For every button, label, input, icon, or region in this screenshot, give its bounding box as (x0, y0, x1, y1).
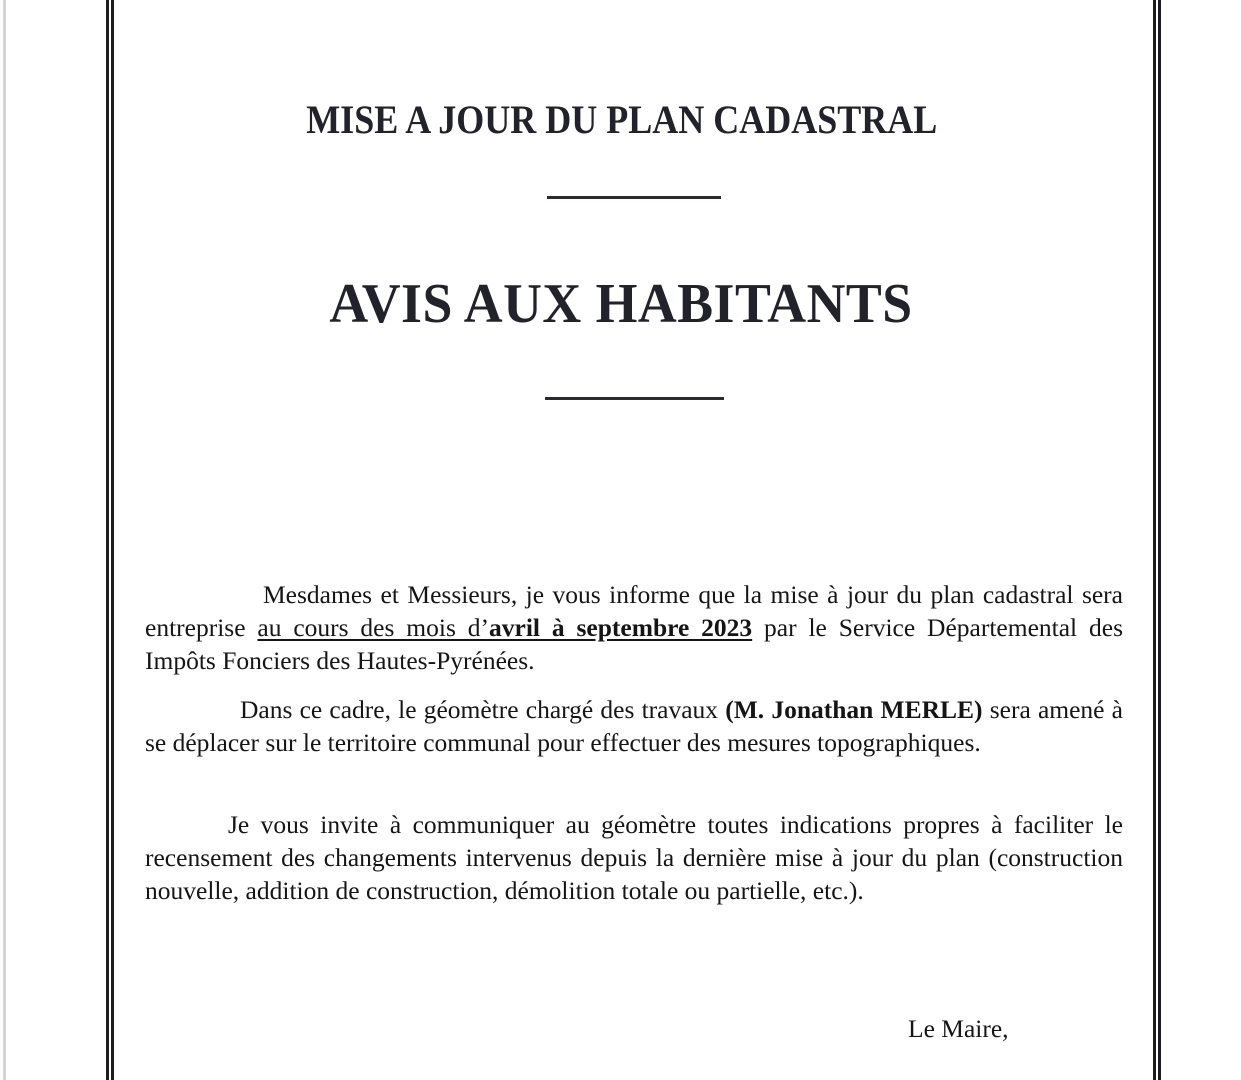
subtitle-divider (545, 397, 724, 400)
date-range: avril à septembre 2023 (489, 613, 753, 642)
paragraph-3-text: Je vous invite à communiquer au géomètre toutes indications propres à faciliter le recensement des changements intervenus depuis la dernière mise à jour du plan (construction nouvelle, addition de construction, démolition totale ou partielle, etc.). (145, 810, 1123, 905)
surveyor-name: (M. Jonathan MERLE) (725, 695, 983, 724)
document-title: MISE A JOUR DU PLAN CADASTRAL (306, 97, 938, 142)
left-border-outer (106, 0, 109, 1080)
paragraph-2-text-a: Dans ce cadre, le géomètre chargé des travaux (240, 695, 726, 724)
paragraph-2 (145, 693, 1123, 759)
document-subtitle: AVIS AUX HABITANTS (329, 273, 913, 335)
right-border-outer (1158, 0, 1161, 1080)
scan-edge (3, 0, 6, 1080)
title-divider (547, 196, 721, 199)
paragraph-1-text-b: par le Service Départemental des Impôts Fonciers des Hautes-Pyrénées. (145, 613, 1123, 675)
paragraph-1-text-a: Mesdames et Messieurs, je vous informe que la mise à jour du plan cadastral sera entreprise (145, 580, 1123, 642)
paragraph-1 (145, 578, 1123, 677)
date-range-prefix: au cours des mois d’ (257, 613, 489, 642)
paragraph-2-text-b: sera amené à se déplacer sur le territoire communal pour effectuer des mesures topographiques. (145, 695, 1123, 757)
paragraph-3 (145, 808, 1123, 907)
left-border-inner (111, 0, 114, 1080)
signature: Le Maire, (908, 1014, 1009, 1043)
right-border-inner (1153, 0, 1156, 1080)
date-range-underlined (257, 613, 752, 642)
